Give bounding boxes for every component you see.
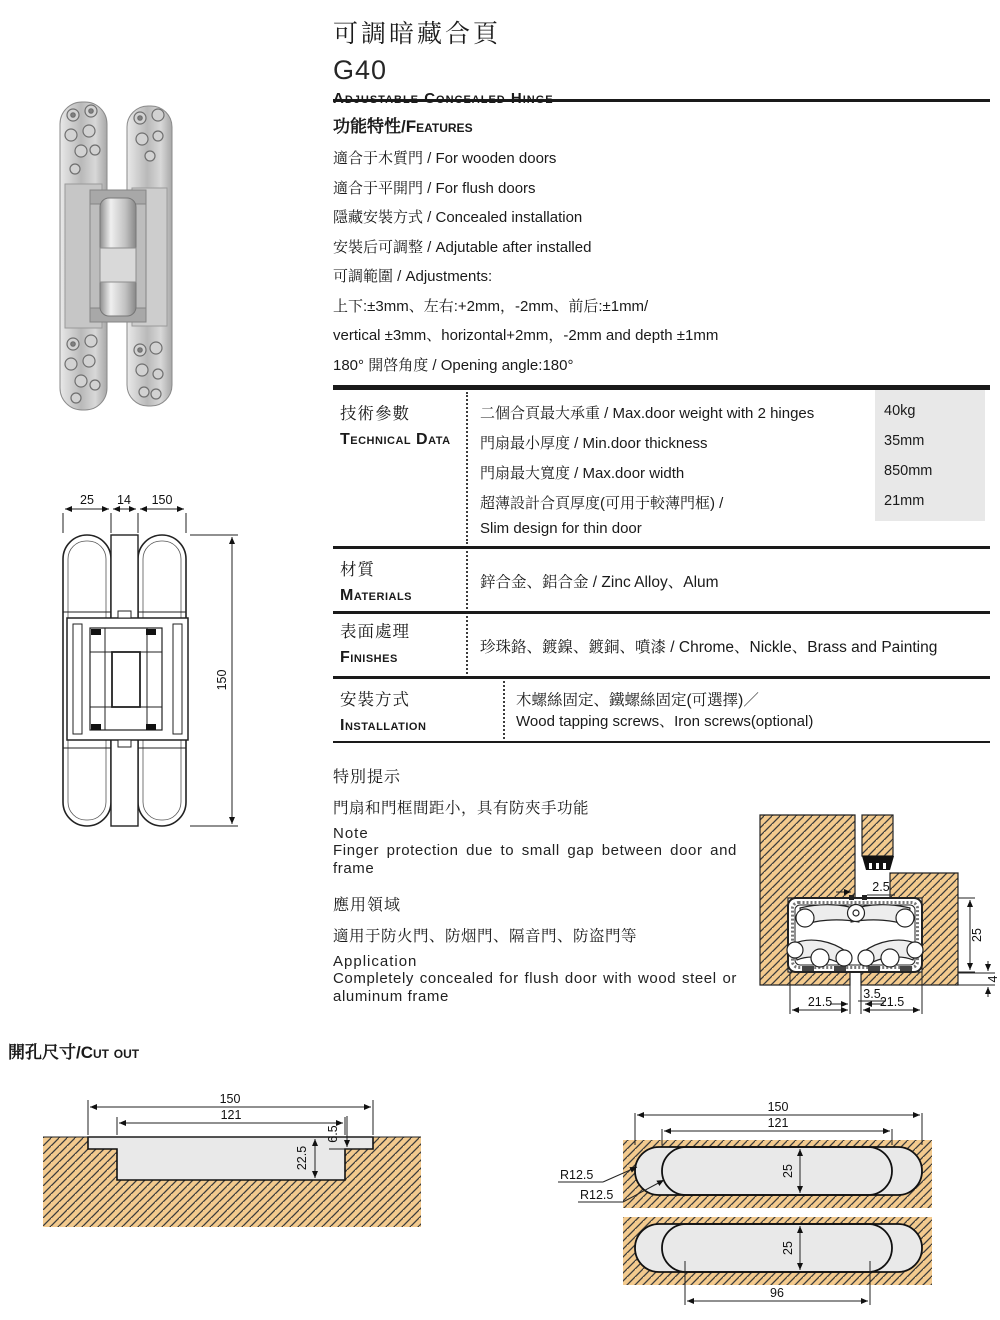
dim-outer: 150 — [219, 1092, 241, 1106]
door-seal — [862, 856, 894, 870]
tech-row-value: 40kg — [884, 403, 916, 419]
feature-line: 上下:±3mm、左右:+2mm，-2mm、前后:±1mm/ — [333, 297, 649, 315]
dim-left: 21.5 — [807, 995, 833, 1009]
dim-w1: 25 — [80, 493, 94, 507]
page-title-zh: 可調暗藏合頁 — [333, 20, 502, 48]
finishes-label-zh: 表面處理 — [340, 623, 410, 641]
row-rule — [333, 546, 990, 549]
hinge-mechanism — [67, 611, 188, 747]
dim-w2: 14 — [117, 493, 131, 507]
tech-row-name: 二個合頁最大承重 / Max.door weight with 2 hinges — [480, 405, 815, 422]
installation-label-en: Installation — [340, 717, 427, 734]
dim-depth: 22.5 — [295, 1145, 309, 1171]
materials-label-zh: 材質 — [340, 561, 375, 579]
tech-label — [340, 400, 458, 450]
features-section — [333, 112, 718, 380]
cutout-heading-en: Cut out — [80, 1043, 140, 1062]
front-view-drawing — [45, 480, 245, 840]
tech-row-name: 門扇最大寬度 / Max.door width — [480, 465, 685, 482]
application-en-label: Application — [333, 953, 418, 970]
dim-height-bottom: 25 — [781, 1241, 795, 1255]
finishes-content: 珍珠鉻、鍍鎳、鍍銅、噴漆 / Chrome、Nickle、Brass and Painting — [480, 639, 938, 656]
installation-label-zh: 安裝方式 — [340, 691, 410, 709]
dim-depth: 25 — [970, 928, 984, 942]
installation-label — [340, 686, 426, 736]
tech-row-name: 門扇最小厚度 / Min.door thickness — [480, 435, 708, 452]
cutout-side-drawing — [35, 1090, 435, 1235]
tech-row-value: 35mm — [884, 433, 925, 449]
materials-label-en: Materials — [340, 587, 413, 604]
installation-divider — [503, 681, 505, 743]
dim-lip: 4 — [986, 975, 1000, 983]
dim-w3: 150 — [151, 493, 173, 507]
dim-step: 6.5 — [326, 1125, 340, 1143]
model-number: G40 — [333, 55, 388, 85]
feature-line: 可調範圍 / Adjustments: — [333, 268, 493, 285]
section-view-drawing — [748, 808, 1000, 1032]
cutout-face-drawing — [555, 1093, 1000, 1320]
dim-outer: 150 — [767, 1100, 789, 1114]
dim-height-top: 25 — [781, 1164, 795, 1178]
note-en: Finger protection due to small gap between door and frame — [333, 842, 737, 877]
materials-content: 鋅合金、鋁合金 / Zinc Alloy、Alum — [480, 574, 719, 591]
tech-row-value: 850mm — [884, 463, 933, 479]
cutout-outer-bottom — [635, 1224, 922, 1272]
materials-divider — [466, 551, 468, 609]
tech-row-name: Slim design for thin door — [480, 520, 642, 537]
cutout-outer-top — [635, 1147, 922, 1195]
note-zh: 門扇和門框間距小，具有防夾手功能 — [333, 800, 590, 817]
dim-gap-top: 2.5 — [872, 880, 890, 894]
dim-inner: 121 — [220, 1108, 242, 1122]
dim-inner: 121 — [767, 1116, 789, 1130]
cutout-heading — [8, 1038, 139, 1063]
row-rule — [333, 611, 990, 614]
table-bottom-rule — [333, 741, 990, 743]
feature-line: 180° 開啓角度 / Opening angle:180° — [333, 356, 574, 374]
application-en: Completely concealed for flush door with wood steel or aluminum frame — [333, 970, 737, 1005]
note-en-label: Note — [333, 825, 369, 842]
application-heading: 應用領域 — [333, 897, 402, 914]
tech-label-zh: 技術參數 — [340, 405, 410, 423]
dim-right: 21.5 — [879, 995, 905, 1009]
tech-row-name: 超薄設計合頁厚度(可用于較薄門框) / — [480, 495, 724, 512]
feature-line: 安裝后可調整 / Adjutable after installed — [333, 238, 592, 256]
title-block — [333, 14, 554, 107]
title-rule — [333, 99, 990, 102]
finishes-label-en: Finishes — [340, 649, 398, 666]
feature-line: 適合于平開門 / For flush doors — [333, 179, 536, 197]
cutout-heading-zh: 開孔尺寸/ — [8, 1043, 81, 1062]
features-heading-en: Features — [405, 117, 473, 136]
application-zh: 適用于防火門、防烟門、隔音門、防盗門等 — [333, 928, 638, 945]
tech-divider — [466, 392, 468, 544]
features-heading-zh: 功能特性/ — [333, 117, 406, 136]
feature-line: 隱藏安裝方式 / Concealed installation — [333, 209, 583, 226]
dim-height: 150 — [215, 669, 229, 691]
finishes-divider — [466, 616, 468, 674]
feature-line: vertical ±3mm、horizontal+2mm，-2mm and depth ±1mm — [333, 327, 719, 344]
note-heading: 特別提示 — [333, 769, 402, 786]
dim-gap-bottom: 3.5 — [863, 987, 881, 1001]
dim-radius2: R12.5 — [580, 1188, 614, 1202]
tech-row-value: 21mm — [884, 493, 925, 509]
materials-label — [340, 556, 412, 606]
row-rule — [333, 676, 990, 679]
installation-line2: Wood tapping screws、Iron screws(optional) — [516, 713, 814, 730]
product-photo — [50, 98, 190, 414]
dim-screw-pitch: 96 — [770, 1286, 784, 1300]
dim-radius1: R12.5 — [560, 1168, 594, 1182]
tech-label-en: Technical Data — [340, 431, 451, 448]
feature-line: 適合于木質門 / For wooden doors — [333, 150, 557, 167]
note-section — [333, 764, 737, 1006]
hinge-knuckle — [90, 190, 146, 322]
finishes-label — [340, 618, 410, 668]
installation-line1: 木螺絲固定、鐵螺絲固定(可選擇)／ — [516, 692, 759, 709]
features-heading — [333, 112, 718, 137]
